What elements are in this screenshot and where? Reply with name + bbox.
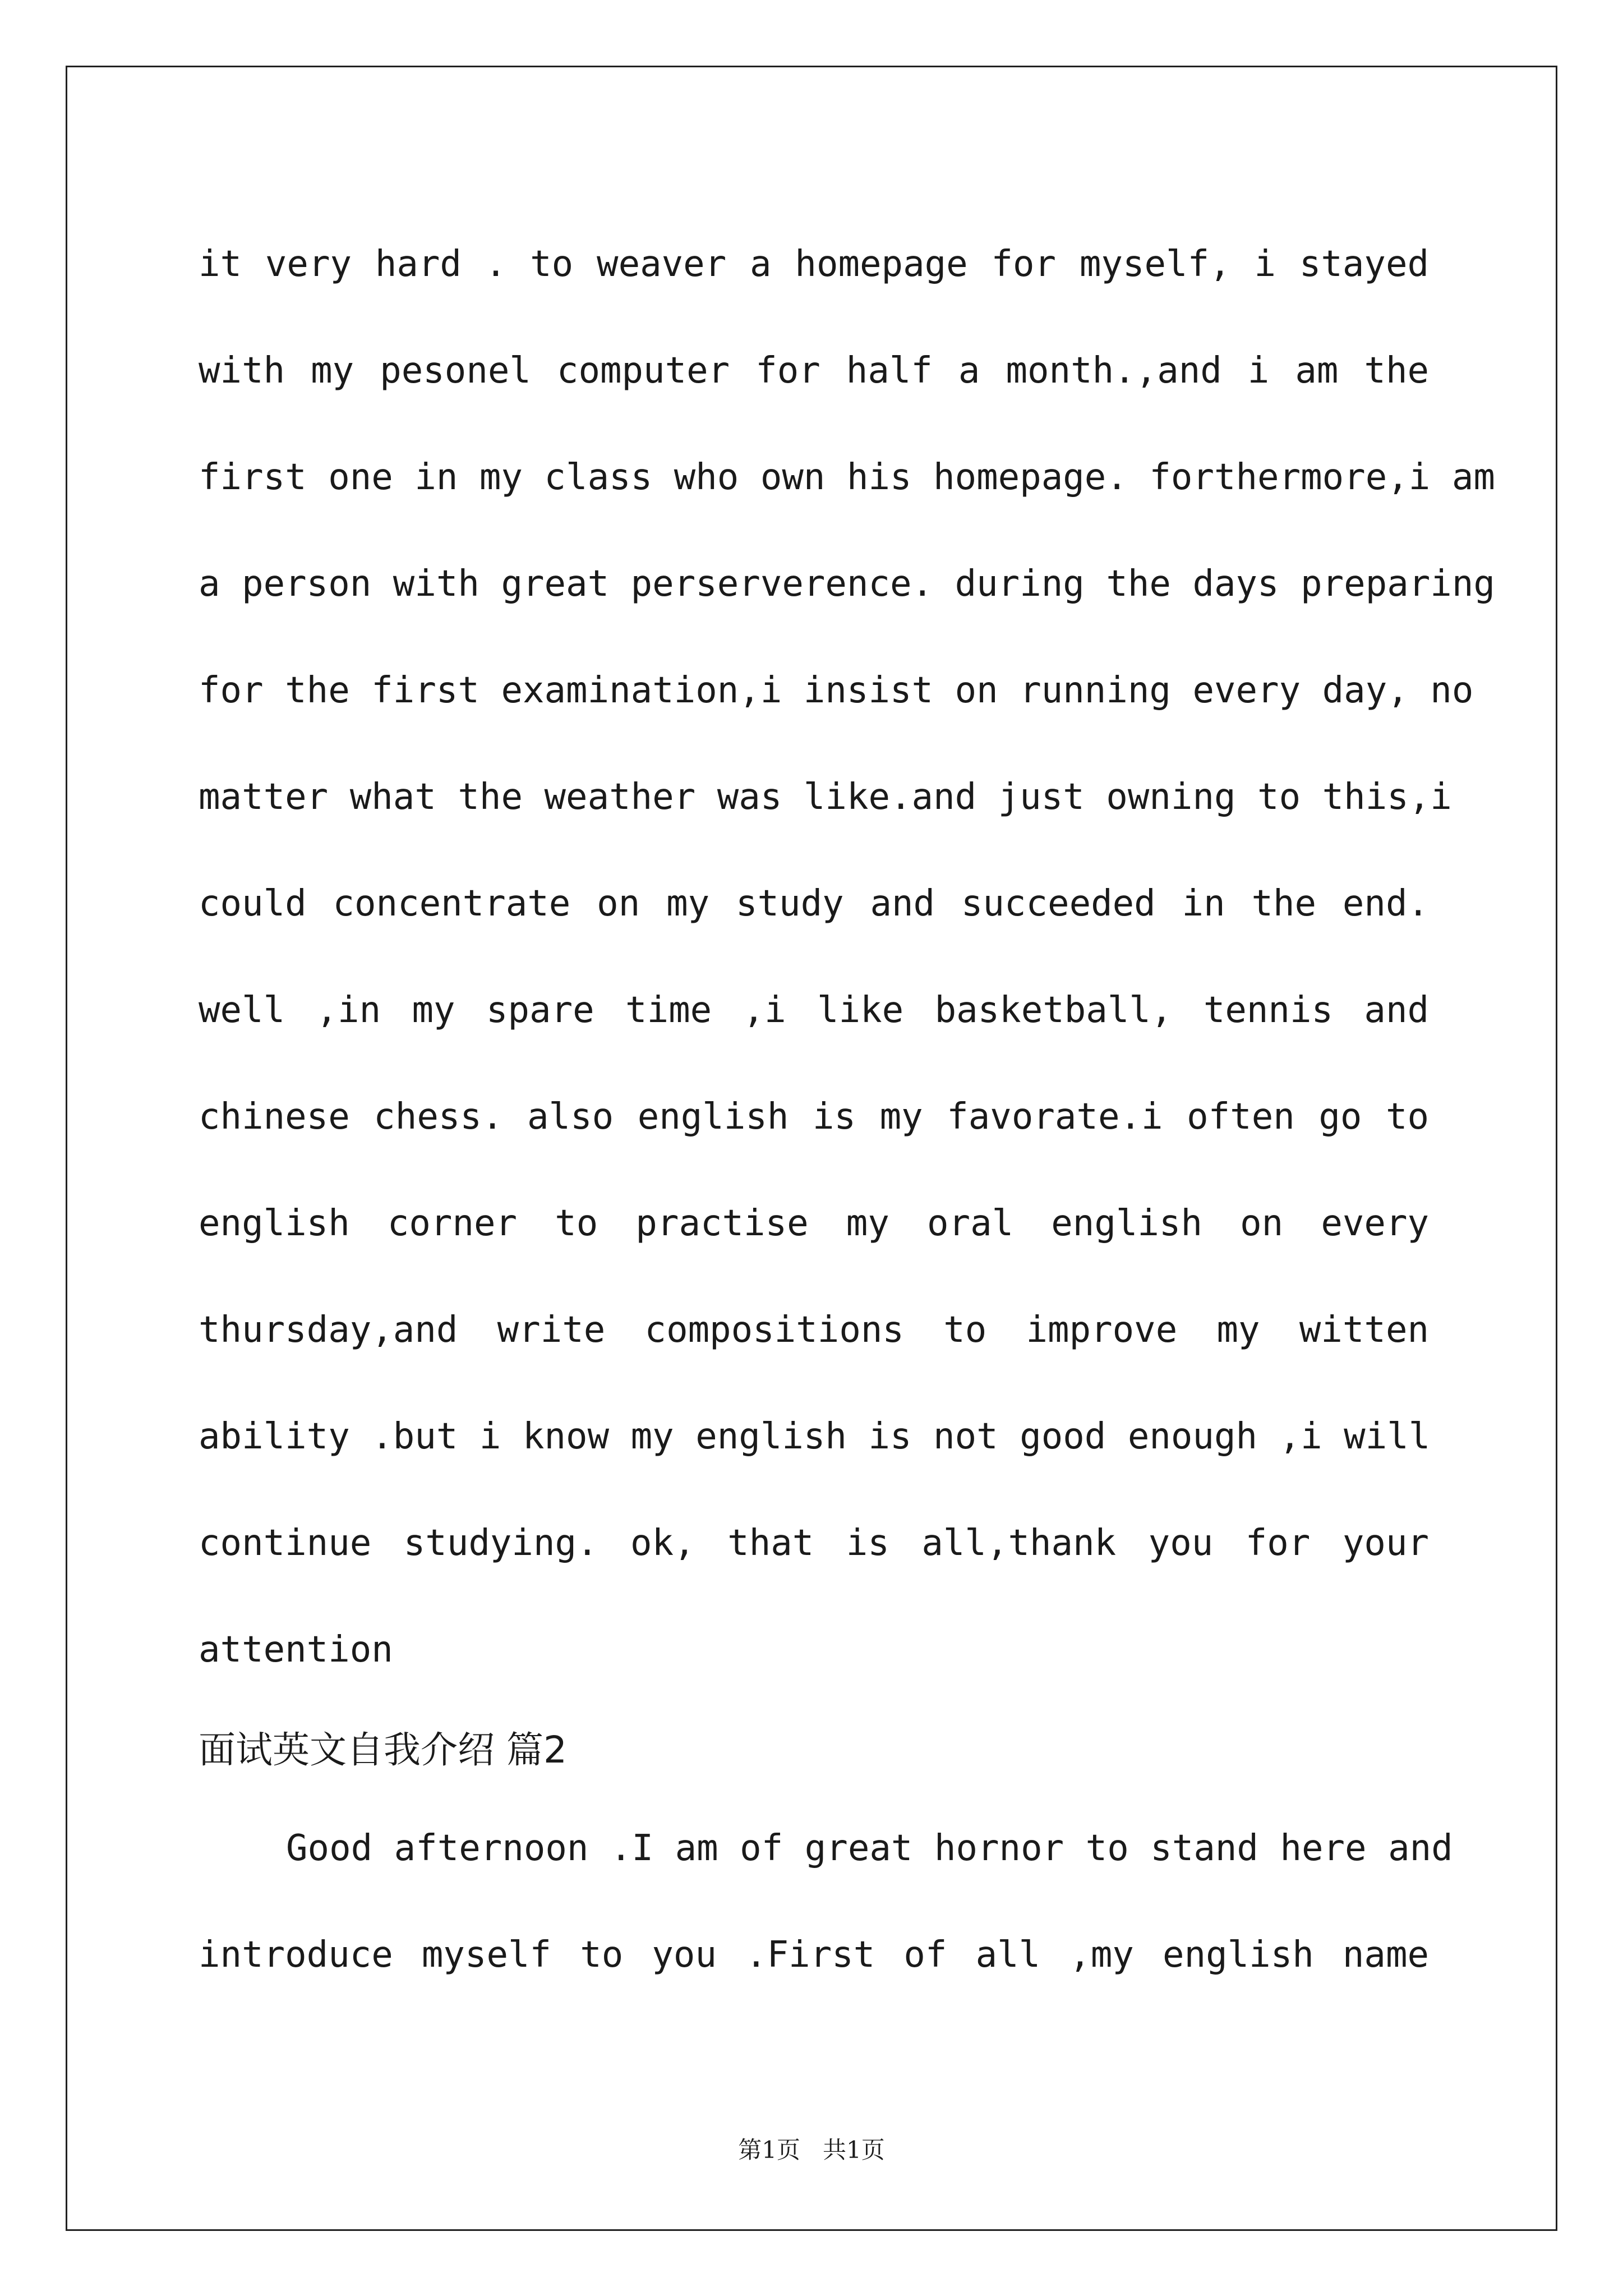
text-line: Good afternoon .I am of great hornor to stand here and [286,1828,1453,1869]
text-line: english corner to practise my oral english on every [199,1203,1429,1244]
text-line: could concentrate on my study and succeeded in the end. [199,883,1429,924]
text-line: matter what the weather was like.and just owning to this,i [199,776,1452,818]
text-line: chinese chess. also english is my favorate.i often go to [199,1096,1429,1138]
text-line: continue studying. ok, that is all,thank you for your [199,1522,1429,1564]
page-footer: 第1页 共1页 [738,2136,885,2164]
text-line: thursday,and write compositions to improve my witten [199,1309,1429,1351]
text-line: introduce myself to you .First of all ,my english name [199,1934,1429,1976]
text-line: with my pesonel computer for half a month.,and i am the [199,350,1429,392]
section2-paragraph [199,1795,1453,2008]
section-heading: 面试英文自我介绍 篇2 [199,1728,567,1772]
text-line: a person with great perserverence. during the days preparing [199,563,1495,605]
text-line: well ,in my spare time ,i like basketball, tennis and [199,990,1429,1031]
text-line: attention [199,1629,393,1671]
text-line: it very hard . to weaver a homepage for myself, i stayed [199,243,1429,285]
text-line: for the first examination,i insist on running every day, no [199,670,1474,711]
text-line: first one in my class who own his homepage. forthermore,i am [199,457,1495,498]
text-line: ability .but i know my english is not good enough ,i will [199,1416,1431,1457]
body-paragraph [199,211,1495,1703]
